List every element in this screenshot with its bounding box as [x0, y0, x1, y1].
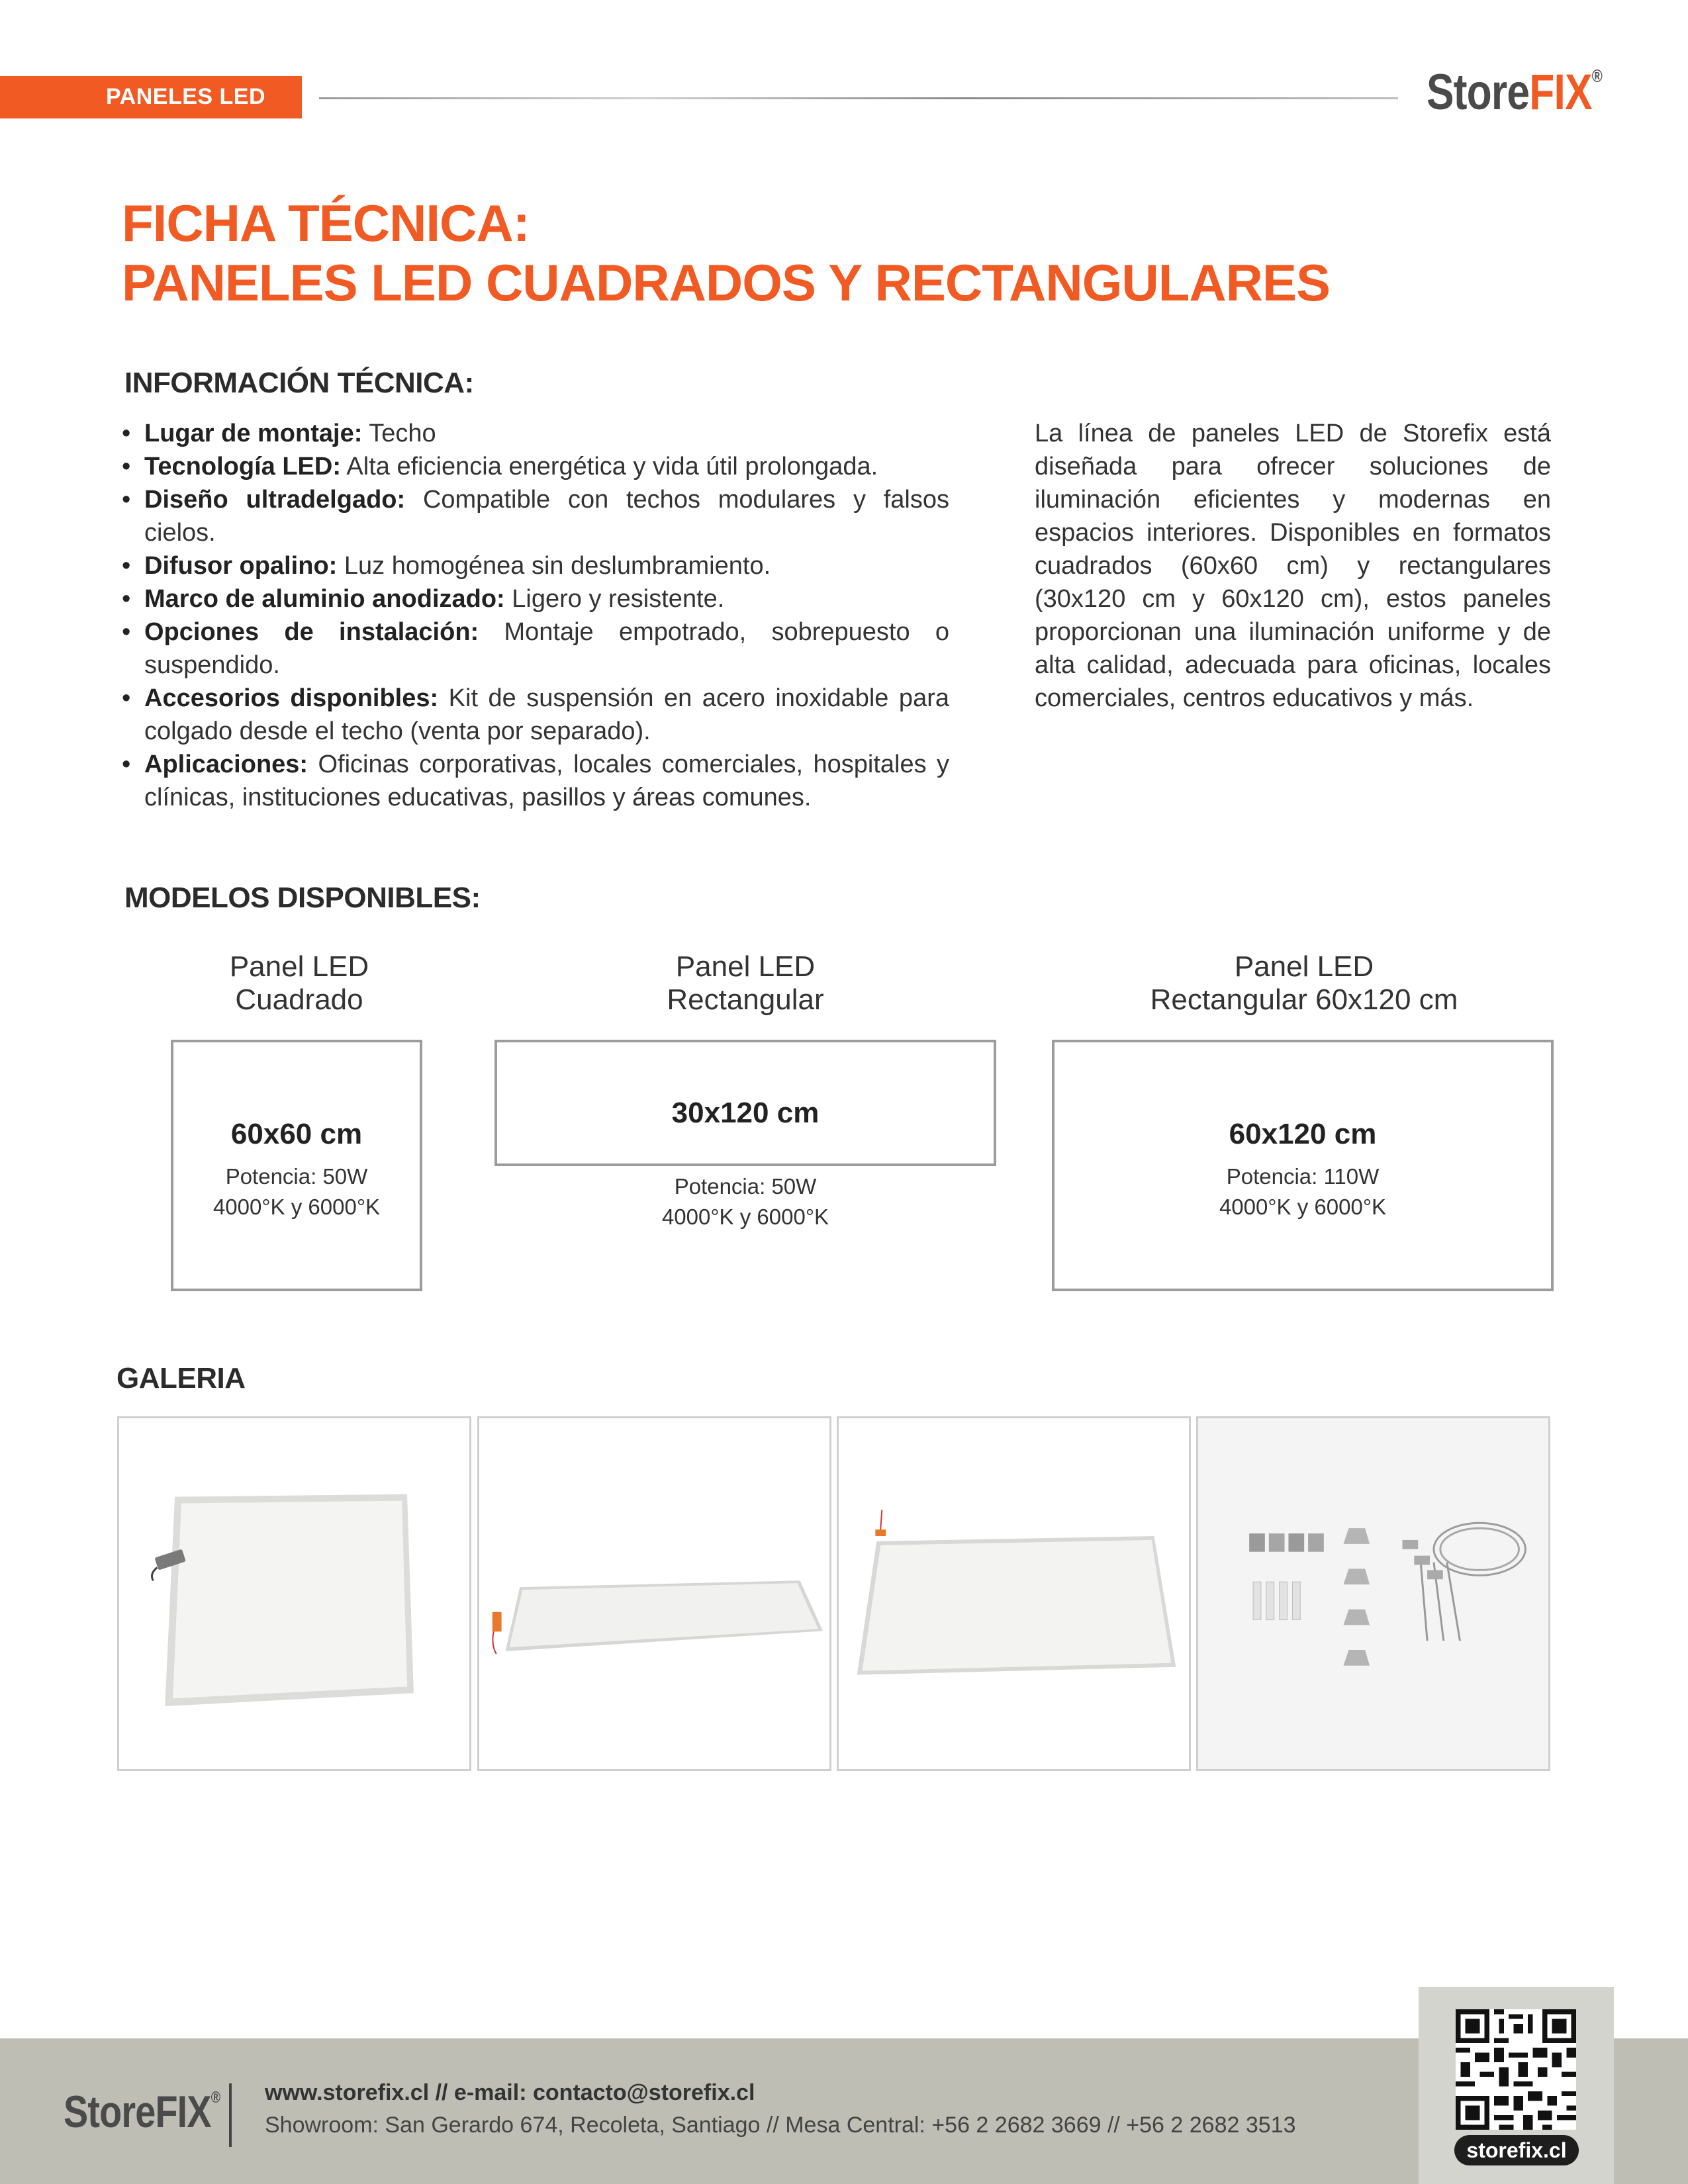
spec-text: Compatible con techos modulares y falsos cielos.	[144, 486, 950, 547]
spec-label: Lugar de montaje:	[144, 420, 363, 447]
model-title-square	[167, 950, 432, 1017]
spec-item	[122, 582, 949, 615]
spec-item	[122, 450, 949, 483]
section-tag-label: PANELES LED	[106, 84, 266, 109]
spec-label: Aplicaciones:	[144, 751, 308, 778]
model-card-rect-60x120	[1052, 1040, 1554, 1291]
gallery-image-square-panel	[117, 1416, 471, 1771]
footer-storefix-logo	[64, 2086, 220, 2138]
model-title-line: Cuadrado	[235, 983, 363, 1016]
logo-fix-text: FIX	[155, 2087, 211, 2137]
model-title-line: Rectangular	[667, 983, 824, 1016]
footer-address: Showroom: San Gerardo 674, Recoleta, Santiago // Mesa Central: +56 2 2682 3669 // +56 2 2682 3513	[265, 2113, 1296, 2138]
model-title-line: Panel LED	[229, 950, 369, 983]
header-divider	[319, 97, 1398, 99]
spec-text: Alta eficiencia energética y vida útil prolongada.	[340, 453, 878, 480]
gallery-image-rect-30x120-panel	[477, 1416, 831, 1771]
product-description: La línea de paneles LED de Storefix está diseñada para ofrecer soluciones de iluminación eficientes y modernas en espacios interiores. Disponibles en formatos cuadrados (60x60 cm) y rectangulares (30x120 cm y 60x120 cm), estos paneles proporcionan una iluminación uniforme y de alta calidad, adecuada para oficinas, locales comerciales, centros educativos y más.	[1035, 420, 1551, 712]
rectangular-panel-30x120-photo	[479, 1418, 829, 1769]
model-specs	[613, 1171, 878, 1232]
model-specs	[1055, 1161, 1551, 1222]
title-line-1: FICHA TÉCNICA:	[122, 194, 530, 252]
model-title-line: Rectangular 60x120 cm	[1150, 983, 1458, 1016]
spec-item	[122, 417, 949, 450]
gallery-image-suspension-kit	[1196, 1416, 1550, 1771]
spec-text: Montaje empotrado, sobrepuesto o suspendido.	[144, 618, 949, 679]
specs-list	[122, 417, 949, 814]
rectangular-panel-60x120-photo	[839, 1418, 1189, 1769]
gallery-image-rect-60x120-panel	[837, 1416, 1191, 1771]
technical-info-heading: INFORMACIÓN TÉCNICA:	[124, 367, 474, 399]
model-size: 30x120 cm	[671, 1097, 820, 1129]
model-temps: 4000°K y 6000°K	[1219, 1195, 1387, 1219]
spec-text: Ligero y resistente.	[504, 585, 725, 613]
storefix-logo	[1427, 64, 1602, 121]
model-temps: 4000°K y 6000°K	[661, 1205, 829, 1229]
models-heading: MODELOS DISPONIBLES:	[124, 882, 481, 914]
title-line-2: PANELES LED CUADRADOS Y RECTANGULARES	[122, 253, 1331, 312]
model-specs	[173, 1161, 420, 1222]
logo-registered-mark: ®	[1591, 66, 1602, 86]
model-title-line: Panel LED	[675, 950, 816, 983]
qr-label: storefix.cl	[1454, 2135, 1579, 2165]
model-power: Potencia: 50W	[674, 1174, 817, 1199]
gallery-heading: GALERIA	[117, 1362, 246, 1394]
spec-item	[122, 748, 949, 814]
logo-registered-mark: ®	[211, 2089, 220, 2107]
spec-text: Oficinas corporativas, locales comerciales, hospitales y clínicas, instituciones educativas, pasillos y áreas comunes.	[144, 751, 949, 811]
spec-text: Luz homogénea sin deslumbramiento.	[337, 552, 771, 580]
model-title-rect-60x120	[1039, 950, 1569, 1017]
spec-label: Opciones de instalación:	[144, 618, 479, 646]
square-panel-photo	[119, 1418, 469, 1769]
spec-item	[122, 483, 949, 549]
spec-text: Techo	[362, 420, 436, 447]
logo-store-text: Store	[64, 2087, 156, 2137]
section-tag	[0, 76, 302, 118]
spec-label: Tecnología LED:	[144, 453, 341, 480]
page-title	[122, 193, 1330, 312]
spec-label: Diseño ultradelgado:	[144, 486, 406, 514]
model-size: 60x120 cm	[1229, 1118, 1377, 1150]
qr-code-icon	[1456, 2009, 1576, 2130]
suspension-kit-photo	[1198, 1418, 1548, 1769]
spec-item	[122, 682, 949, 748]
spec-item	[122, 549, 949, 582]
model-power: Potencia: 50W	[225, 1164, 368, 1189]
model-size: 60x60 cm	[230, 1118, 363, 1150]
footer-divider	[229, 2083, 232, 2147]
model-temps: 4000°K y 6000°K	[212, 1195, 381, 1219]
spec-text: Kit de suspensión en acero inoxidable para colgado desde el techo (venta por separado).	[144, 684, 949, 745]
logo-fix-text: FIX	[1529, 64, 1592, 120]
model-card-square	[171, 1040, 422, 1291]
spec-label: Marco de aluminio anodizado:	[144, 585, 505, 613]
spec-label: Accesorios disponibles:	[144, 684, 439, 712]
model-card-rect-30x120	[494, 1040, 996, 1166]
logo-store-text: Store	[1427, 64, 1530, 120]
spec-item	[122, 615, 949, 682]
qr-code-panel[interactable]	[1419, 1987, 1614, 2184]
footer-contact[interactable]: www.storefix.cl // e-mail: contacto@storefix.cl	[265, 2080, 755, 2105]
model-power: Potencia: 110W	[1226, 1164, 1380, 1189]
model-title-line: Panel LED	[1234, 950, 1374, 983]
spec-label: Difusor opalino:	[144, 552, 338, 580]
model-title-rect-30x120	[613, 950, 878, 1017]
